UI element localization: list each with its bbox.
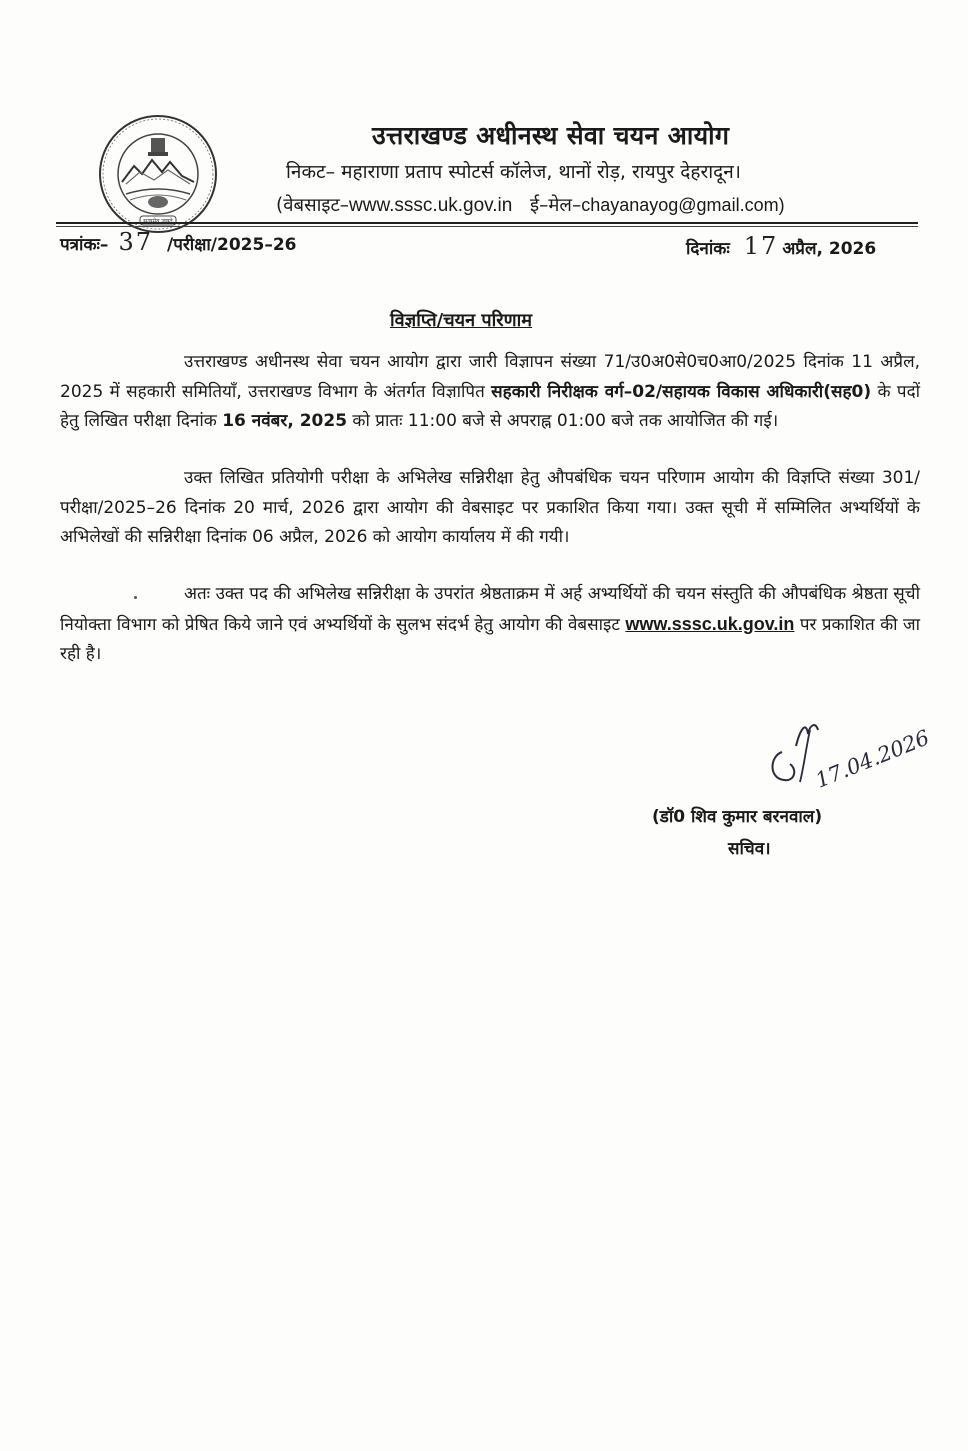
p1-text-b: के पदों हेतु लिखित परीक्षा दिनांक (60, 381, 921, 431)
email-link[interactable]: chayanayog@gmail.com) (581, 195, 785, 215)
header-divider-thin (56, 226, 918, 227)
emblem-motto: सत्यमेव जयते (143, 218, 173, 225)
p2-text: उक्त लिखित प्रतियोगी परीक्षा के अभिलेख सन्निरीक्षा हेतु औपबंधिक चयन परिणाम आयोग की विज्ञप्ति संख्या 301/परीक्षा/2025–26 दिनांक 20 मार्च, 2026 द्वारा आयोग की वेबसाइट पर प्रकाशित किया गया। उक्त सूची में सम्मिलित अभ्यर्थियों के अभिलेखों की सन्निरीक्षा दिनांक 06 अप्रैल, 2026 को आयोग कार्यालय में की गयी। (60, 468, 920, 547)
paragraph-3 (60, 580, 920, 670)
notice-subject: विज्ञप्ति/चयन परिणाम (390, 310, 533, 331)
p1-text-c: को प्रातः 11:00 बजे से अपराह्न 01:00 बजे तक आयोजित की गई। (347, 411, 779, 431)
signatory-name: (डॉ0 शिव कुमार बरनवाल) (652, 807, 823, 827)
header-divider (56, 222, 918, 224)
paragraph-2 (60, 464, 920, 553)
letter-reference (60, 228, 296, 256)
date-day: 17 (743, 232, 779, 260)
date-rest: अप्रैल, 2026 (782, 239, 877, 259)
website-link[interactable]: www.sssc.uk.gov.in (349, 195, 513, 216)
org-address: निकट– महाराणा प्रताप स्पोटर्स कॉलेज, थानों रोड़, रायपुर देहरादून। (286, 161, 741, 183)
p1-text-a: उत्तराखण्ड अधीनस्थ सेवा चयन आयोग द्वारा जारी विज्ञापन संख्या 71/उ0अ0से0च0आ0/2025 दिनांक 11 अप्रैल, 2025 में सहकारी समितियाँ, उत्तराखण्ड विभाग के अंतर्गत विज्ञापित (60, 352, 920, 402)
p3-text-a: अतः उक्त पद की अभिलेख सन्निरीक्षा के उपरांत श्रेष्ठताक्रम में अर्ह अभ्यर्थियों की चयन संस्तुति की औपबंधिक श्रेष्ठता सूची नियोक्ता विभाग को प्रेषित किये जाने एवं अभ्यर्थियों के सुलभ संदर्भ हेतु आयोग की वेबसाइट (60, 584, 920, 635)
signatory-title: सचिव। (728, 839, 771, 859)
org-contact (276, 192, 785, 217)
reference-label: पत्रांकः– (60, 235, 109, 255)
contact-prefix: (वेबसाइट– (276, 195, 350, 216)
p3-text-b: पर प्रकाशित की जा रही है। (60, 614, 920, 664)
website-link-body[interactable]: www.sssc.uk.gov.in (625, 613, 795, 634)
date-label: दिनांकः (686, 239, 730, 259)
commission-emblem-icon (96, 112, 220, 236)
email-prefix: ई–मेल– (530, 195, 582, 216)
reference-suffix: /परीक्षा/2025–26 (166, 235, 297, 255)
paragraph-1 (60, 348, 920, 437)
letter-date (686, 232, 876, 260)
reference-number: 37 (118, 228, 153, 256)
signature-date: 17.04.2026 (812, 725, 933, 793)
post-name: सहकारी निरीक्षक वर्ग–02/सहायक विकास अधिकारी(सह0) (491, 381, 872, 402)
org-name: उत्तराखण्ड अधीनस्थ सेवा चयन आयोग (372, 121, 730, 150)
handwritten-signature (760, 690, 950, 800)
exam-date: 16 नवंबर, 2025 (222, 411, 348, 431)
